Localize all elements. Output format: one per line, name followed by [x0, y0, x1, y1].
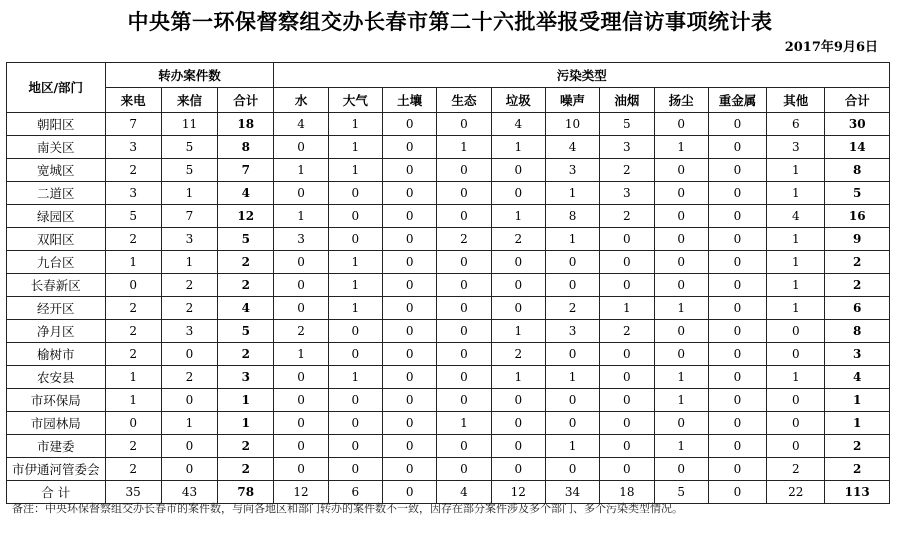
- count-cell: 0: [654, 228, 708, 251]
- count-cell: 0: [274, 251, 328, 274]
- pollution-col-header: 扬尘: [654, 88, 708, 113]
- region-name: 经开区: [7, 297, 106, 320]
- count-cell: 3: [105, 136, 161, 159]
- count-cell: 0: [654, 251, 708, 274]
- count-cell: 0: [328, 389, 382, 412]
- count-cell: 0: [654, 343, 708, 366]
- count-cell: 0: [654, 182, 708, 205]
- transfer-col-header: 来信: [161, 88, 217, 113]
- count-cell: 1: [654, 389, 708, 412]
- count-cell: 2: [545, 297, 599, 320]
- count-cell: 0: [437, 389, 491, 412]
- count-cell: 0: [654, 159, 708, 182]
- subtotal-cell: 2: [218, 251, 274, 274]
- count-cell: 1: [437, 136, 491, 159]
- count-cell: 1: [161, 412, 217, 435]
- subtotal-cell: 2: [825, 251, 890, 274]
- count-cell: 0: [105, 412, 161, 435]
- region-name: 市环保局: [7, 389, 106, 412]
- region-name: 南关区: [7, 136, 106, 159]
- count-cell: 0: [708, 136, 766, 159]
- count-cell: 0: [383, 274, 437, 297]
- count-cell: 0: [708, 412, 766, 435]
- count-cell: 0: [545, 458, 599, 481]
- count-cell: 1: [328, 159, 382, 182]
- count-cell: 0: [161, 389, 217, 412]
- count-cell: 0: [654, 458, 708, 481]
- subtotal-cell: 1: [218, 412, 274, 435]
- subtotal-cell: 3: [825, 343, 890, 366]
- count-cell: 3: [161, 228, 217, 251]
- table-row: [7, 274, 890, 297]
- pollution-col-header: 大气: [328, 88, 382, 113]
- pollution-col-header: 水: [274, 88, 328, 113]
- count-cell: 4: [545, 136, 599, 159]
- count-cell: 0: [767, 389, 825, 412]
- pollution-col-header: 合计: [825, 88, 890, 113]
- count-cell: 1: [161, 182, 217, 205]
- count-cell: 1: [654, 136, 708, 159]
- region-name: 合 计: [7, 481, 106, 504]
- count-cell: 0: [545, 343, 599, 366]
- subtotal-cell: 4: [825, 366, 890, 389]
- transfer-col-header: 来电: [105, 88, 161, 113]
- count-cell: 0: [491, 159, 545, 182]
- count-cell: 0: [491, 274, 545, 297]
- count-cell: 1: [274, 205, 328, 228]
- statistics-table: [6, 62, 890, 504]
- count-cell: 1: [654, 366, 708, 389]
- subtotal-cell: 5: [218, 228, 274, 251]
- count-cell: 0: [161, 435, 217, 458]
- count-cell: 0: [708, 389, 766, 412]
- count-cell: 0: [767, 435, 825, 458]
- count-cell: 1: [274, 159, 328, 182]
- count-cell: 0: [437, 205, 491, 228]
- count-cell: 0: [437, 297, 491, 320]
- count-cell: 5: [654, 481, 708, 504]
- count-cell: 3: [545, 159, 599, 182]
- subtotal-cell: 2: [825, 435, 890, 458]
- count-cell: 2: [105, 228, 161, 251]
- count-cell: 1: [545, 228, 599, 251]
- count-cell: 0: [383, 320, 437, 343]
- count-cell: 1: [105, 366, 161, 389]
- count-cell: 2: [600, 320, 654, 343]
- transfer-group-header: 转办案件数: [105, 63, 274, 88]
- count-cell: 2: [491, 228, 545, 251]
- count-cell: 1: [545, 182, 599, 205]
- count-cell: 2: [600, 205, 654, 228]
- count-cell: 0: [491, 458, 545, 481]
- count-cell: 0: [708, 320, 766, 343]
- pollution-col-header: 重金属: [708, 88, 766, 113]
- count-cell: 4: [274, 113, 328, 136]
- subtotal-cell: 1: [218, 389, 274, 412]
- region-name: 朝阳区: [7, 113, 106, 136]
- count-cell: 1: [105, 251, 161, 274]
- count-cell: 0: [545, 412, 599, 435]
- count-cell: 0: [654, 205, 708, 228]
- count-cell: 0: [491, 435, 545, 458]
- subtotal-cell: 8: [825, 159, 890, 182]
- subtotal-cell: 3: [218, 366, 274, 389]
- table-row: [7, 389, 890, 412]
- count-cell: 7: [161, 205, 217, 228]
- count-cell: 12: [491, 481, 545, 504]
- count-cell: 0: [600, 458, 654, 481]
- pollution-col-header: 垃圾: [491, 88, 545, 113]
- count-cell: 1: [767, 297, 825, 320]
- count-cell: 0: [767, 320, 825, 343]
- region-name: 九台区: [7, 251, 106, 274]
- count-cell: 0: [708, 366, 766, 389]
- count-cell: 1: [545, 435, 599, 458]
- count-cell: 0: [383, 458, 437, 481]
- count-cell: 0: [274, 274, 328, 297]
- count-cell: 0: [274, 366, 328, 389]
- count-cell: 18: [600, 481, 654, 504]
- count-cell: 2: [274, 320, 328, 343]
- count-cell: 2: [437, 228, 491, 251]
- count-cell: 2: [491, 343, 545, 366]
- count-cell: 0: [767, 412, 825, 435]
- count-cell: 0: [437, 251, 491, 274]
- count-cell: 0: [274, 136, 328, 159]
- count-cell: 1: [491, 205, 545, 228]
- subtotal-cell: 1: [825, 412, 890, 435]
- subtotal-cell: 16: [825, 205, 890, 228]
- count-cell: 0: [654, 412, 708, 435]
- pollution-col-header: 土壤: [383, 88, 437, 113]
- count-cell: 1: [274, 343, 328, 366]
- count-cell: 3: [274, 228, 328, 251]
- count-cell: 1: [328, 136, 382, 159]
- subtotal-cell: 2: [218, 435, 274, 458]
- pollution-col-header: 生态: [437, 88, 491, 113]
- count-cell: 0: [708, 297, 766, 320]
- table-row: [7, 182, 890, 205]
- count-cell: 1: [767, 366, 825, 389]
- count-cell: 0: [600, 274, 654, 297]
- subtotal-cell: 12: [218, 205, 274, 228]
- count-cell: 5: [161, 136, 217, 159]
- count-cell: 0: [274, 297, 328, 320]
- count-cell: 0: [491, 297, 545, 320]
- region-name: 市建委: [7, 435, 106, 458]
- count-cell: 1: [161, 251, 217, 274]
- table-row: [7, 343, 890, 366]
- count-cell: 10: [545, 113, 599, 136]
- subtotal-cell: 1: [825, 389, 890, 412]
- count-cell: 12: [274, 481, 328, 504]
- count-cell: 1: [328, 251, 382, 274]
- count-cell: 0: [328, 205, 382, 228]
- subtotal-cell: 2: [825, 274, 890, 297]
- count-cell: 1: [328, 274, 382, 297]
- count-cell: 0: [545, 389, 599, 412]
- count-cell: 3: [767, 136, 825, 159]
- count-cell: 3: [600, 182, 654, 205]
- count-cell: 0: [708, 113, 766, 136]
- count-cell: 35: [105, 481, 161, 504]
- count-cell: 0: [328, 228, 382, 251]
- count-cell: 0: [328, 458, 382, 481]
- page-title: 中央第一环保督察组交办长春市第二十六批举报受理信访事项统计表: [127, 10, 773, 34]
- subtotal-cell: 7: [218, 159, 274, 182]
- count-cell: 0: [600, 343, 654, 366]
- count-cell: 0: [383, 159, 437, 182]
- count-cell: 0: [437, 435, 491, 458]
- count-cell: 0: [383, 228, 437, 251]
- count-cell: 1: [437, 412, 491, 435]
- count-cell: 0: [708, 159, 766, 182]
- count-cell: 0: [383, 136, 437, 159]
- count-cell: 3: [545, 320, 599, 343]
- table-row: [7, 136, 890, 159]
- count-cell: 2: [161, 297, 217, 320]
- count-cell: 0: [654, 320, 708, 343]
- count-cell: 43: [161, 481, 217, 504]
- transfer-col-header: 合计: [218, 88, 274, 113]
- count-cell: 0: [437, 182, 491, 205]
- region-name: 农安县: [7, 366, 106, 389]
- count-cell: 1: [767, 159, 825, 182]
- count-cell: 0: [437, 366, 491, 389]
- count-cell: 1: [767, 251, 825, 274]
- count-cell: 0: [708, 435, 766, 458]
- count-cell: 0: [600, 389, 654, 412]
- count-cell: 0: [545, 251, 599, 274]
- count-cell: 4: [491, 113, 545, 136]
- region-name: 市园林局: [7, 412, 106, 435]
- count-cell: 2: [767, 458, 825, 481]
- subtotal-cell: 8: [218, 136, 274, 159]
- subtotal-cell: 5: [825, 182, 890, 205]
- table-row: [7, 297, 890, 320]
- count-cell: 1: [491, 320, 545, 343]
- count-cell: 0: [437, 458, 491, 481]
- table-row: [7, 458, 890, 481]
- count-cell: 1: [491, 366, 545, 389]
- subtotal-cell: 6: [825, 297, 890, 320]
- region-name: 长春新区: [7, 274, 106, 297]
- count-cell: 0: [274, 412, 328, 435]
- region-name: 二道区: [7, 182, 106, 205]
- count-cell: 0: [708, 343, 766, 366]
- count-cell: 1: [654, 297, 708, 320]
- count-cell: 0: [491, 389, 545, 412]
- count-cell: 1: [328, 297, 382, 320]
- count-cell: 0: [654, 113, 708, 136]
- count-cell: 7: [105, 113, 161, 136]
- count-cell: 0: [491, 412, 545, 435]
- count-cell: 0: [600, 366, 654, 389]
- count-cell: 0: [708, 481, 766, 504]
- count-cell: 0: [708, 228, 766, 251]
- count-cell: 0: [383, 412, 437, 435]
- report-date: 2017年9月6日: [784, 40, 878, 55]
- subtotal-cell: 4: [218, 297, 274, 320]
- count-cell: 0: [767, 343, 825, 366]
- count-cell: 1: [600, 297, 654, 320]
- count-cell: 0: [161, 458, 217, 481]
- count-cell: 0: [654, 274, 708, 297]
- count-cell: 0: [600, 251, 654, 274]
- subtotal-cell: 2: [218, 458, 274, 481]
- count-cell: 1: [491, 136, 545, 159]
- footnote: 备注：中央环保督察组交办长春市的案件数，与向各地区和部门转办的案件数不一致，因存在部分案件涉及多个部门、多个污染类型情况。: [12, 502, 683, 515]
- subtotal-cell: 78: [218, 481, 274, 504]
- count-cell: 0: [274, 458, 328, 481]
- subtotal-cell: 113: [825, 481, 890, 504]
- count-cell: 2: [105, 435, 161, 458]
- count-cell: 2: [600, 159, 654, 182]
- count-cell: 0: [383, 481, 437, 504]
- region-name: 绿园区: [7, 205, 106, 228]
- pollution-group-header: 污染类型: [274, 63, 890, 88]
- count-cell: 6: [767, 113, 825, 136]
- count-cell: 2: [105, 458, 161, 481]
- region-name: 宽城区: [7, 159, 106, 182]
- count-cell: 0: [600, 412, 654, 435]
- subtotal-cell: 4: [218, 182, 274, 205]
- count-cell: 0: [383, 343, 437, 366]
- count-cell: 0: [491, 251, 545, 274]
- count-cell: 0: [274, 435, 328, 458]
- count-cell: 0: [600, 435, 654, 458]
- count-cell: 0: [437, 159, 491, 182]
- count-cell: 1: [328, 113, 382, 136]
- count-cell: 3: [600, 136, 654, 159]
- count-cell: 4: [437, 481, 491, 504]
- pollution-col-header: 噪声: [545, 88, 599, 113]
- count-cell: 6: [328, 481, 382, 504]
- count-cell: 0: [105, 274, 161, 297]
- table-row: [7, 159, 890, 182]
- count-cell: 0: [600, 228, 654, 251]
- count-cell: 0: [708, 274, 766, 297]
- count-cell: 1: [767, 274, 825, 297]
- subtotal-cell: 2: [218, 274, 274, 297]
- count-cell: 5: [600, 113, 654, 136]
- count-cell: 2: [105, 343, 161, 366]
- count-cell: 8: [545, 205, 599, 228]
- pollution-col-header: 油烟: [600, 88, 654, 113]
- subtotal-cell: 2: [825, 458, 890, 481]
- count-cell: 0: [437, 320, 491, 343]
- count-cell: 0: [383, 297, 437, 320]
- table-row: [7, 366, 890, 389]
- count-cell: 3: [161, 320, 217, 343]
- count-cell: 2: [105, 159, 161, 182]
- count-cell: 0: [437, 343, 491, 366]
- region-name: 双阳区: [7, 228, 106, 251]
- table-row: [7, 435, 890, 458]
- count-cell: 0: [383, 251, 437, 274]
- count-cell: 2: [161, 366, 217, 389]
- subtotal-cell: 9: [825, 228, 890, 251]
- count-cell: 0: [708, 182, 766, 205]
- count-cell: 0: [437, 113, 491, 136]
- count-cell: 34: [545, 481, 599, 504]
- count-cell: 0: [274, 389, 328, 412]
- count-cell: 0: [328, 412, 382, 435]
- table-row: [7, 412, 890, 435]
- table-row: [7, 205, 890, 228]
- count-cell: 1: [328, 366, 382, 389]
- count-cell: 1: [654, 435, 708, 458]
- count-cell: 0: [383, 113, 437, 136]
- table-row: [7, 228, 890, 251]
- table-row: [7, 320, 890, 343]
- count-cell: 0: [274, 182, 328, 205]
- count-cell: 11: [161, 113, 217, 136]
- region-name: 市伊通河管委会: [7, 458, 106, 481]
- count-cell: 0: [328, 343, 382, 366]
- count-cell: 5: [105, 205, 161, 228]
- count-cell: 1: [767, 228, 825, 251]
- count-cell: 0: [545, 274, 599, 297]
- region-name: 榆树市: [7, 343, 106, 366]
- subtotal-cell: 2: [218, 343, 274, 366]
- count-cell: 2: [105, 320, 161, 343]
- region-name: 净月区: [7, 320, 106, 343]
- region-header: 地区/部门: [7, 63, 106, 113]
- subtotal-cell: 5: [218, 320, 274, 343]
- subtotal-cell: 18: [218, 113, 274, 136]
- count-cell: 0: [383, 435, 437, 458]
- count-cell: 0: [708, 205, 766, 228]
- count-cell: 2: [105, 297, 161, 320]
- subtotal-cell: 30: [825, 113, 890, 136]
- count-cell: 0: [328, 435, 382, 458]
- count-cell: 1: [767, 182, 825, 205]
- count-cell: 5: [161, 159, 217, 182]
- count-cell: 1: [105, 389, 161, 412]
- count-cell: 0: [328, 320, 382, 343]
- count-cell: 1: [545, 366, 599, 389]
- subtotal-cell: 8: [825, 320, 890, 343]
- count-cell: 0: [383, 366, 437, 389]
- count-cell: 22: [767, 481, 825, 504]
- table-row: [7, 113, 890, 136]
- count-cell: 0: [708, 458, 766, 481]
- pollution-col-header: 其他: [767, 88, 825, 113]
- count-cell: 0: [328, 182, 382, 205]
- table-row: [7, 251, 890, 274]
- count-cell: 0: [383, 205, 437, 228]
- subtotal-cell: 14: [825, 136, 890, 159]
- count-cell: 0: [383, 389, 437, 412]
- count-cell: 0: [161, 343, 217, 366]
- count-cell: 0: [708, 251, 766, 274]
- count-cell: 0: [383, 182, 437, 205]
- count-cell: 4: [767, 205, 825, 228]
- count-cell: 0: [491, 182, 545, 205]
- count-cell: 2: [161, 274, 217, 297]
- count-cell: 0: [437, 274, 491, 297]
- count-cell: 3: [105, 182, 161, 205]
